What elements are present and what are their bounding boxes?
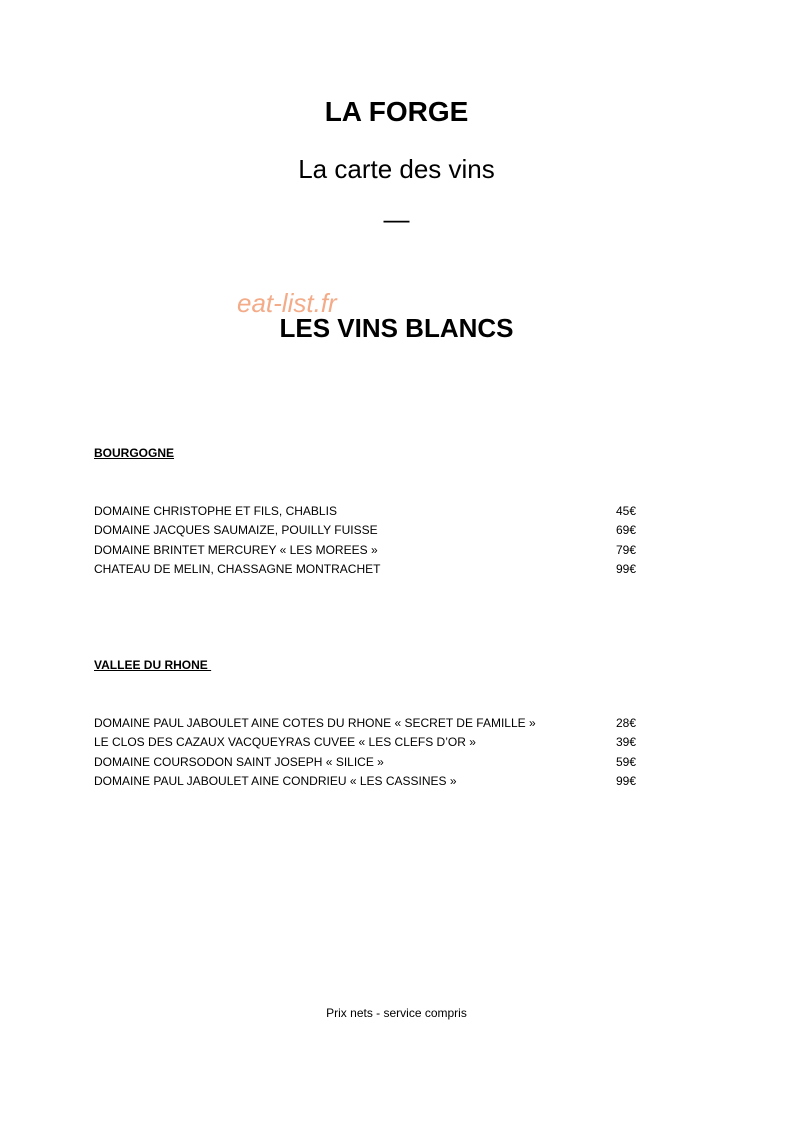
wine-row [94, 714, 636, 733]
wine-name: DOMAINE JACQUES SAUMAIZE, POUILLY FUISSE [94, 523, 378, 538]
wine-price: 39€ [615, 735, 636, 750]
wine-name: DOMAINE BRINTET MERCUREY « LES MOREES » [94, 542, 378, 557]
wine-row [94, 541, 636, 560]
wine-price: 59€ [615, 754, 636, 769]
region-heading-vallee-du-rhone: VALLEE DU RHONE [94, 658, 212, 672]
footer-note: Prix nets - service compris [326, 1006, 467, 1020]
wine-price: 99€ [615, 773, 636, 788]
wine-name: DOMAINE PAUL JABOULET AINE CONDRIEU « LES CASSINES » [94, 773, 457, 788]
wine-price: 79€ [615, 542, 636, 557]
wine-list-bourgogne [94, 502, 636, 579]
page-title: LA FORGE [324, 96, 469, 127]
wine-price: 45€ [615, 504, 636, 518]
wine-price: 99€ [615, 561, 636, 576]
wine-price: 69€ [615, 523, 636, 538]
wine-row [94, 502, 636, 521]
wine-name: DOMAINE COURSODON SAINT JOSEPH « SILICE » [94, 754, 384, 769]
wine-name: LE CLOS DES CAZAUX VACQUEYRAS CUVEE « LES CLEFS D’OR » [94, 735, 476, 750]
wine-name: DOMAINE CHRISTOPHE ET FILS, CHABLIS [94, 504, 337, 518]
region-heading-bourgogne: BOURGOGNE [94, 446, 175, 460]
wine-name: CHATEAU DE MELIN, CHASSAGNE MONTRACHET [94, 561, 381, 576]
section-title: LES VINS BLANCS [279, 313, 514, 343]
wine-row [94, 753, 636, 772]
wine-row [94, 733, 636, 752]
wine-name: DOMAINE PAUL JABOULET AINE COTES DU RHONE « SECRET DE FAMILLE » [94, 716, 536, 730]
wine-row [94, 521, 636, 540]
wine-row [94, 772, 636, 791]
title-divider: — [383, 204, 410, 234]
watermark: eat-list.fr [237, 288, 337, 318]
wine-price: 28€ [615, 716, 636, 730]
wine-row [94, 560, 636, 579]
page-subtitle: La carte des vins [298, 154, 495, 184]
wine-list-vallee-du-rhone [94, 714, 636, 791]
